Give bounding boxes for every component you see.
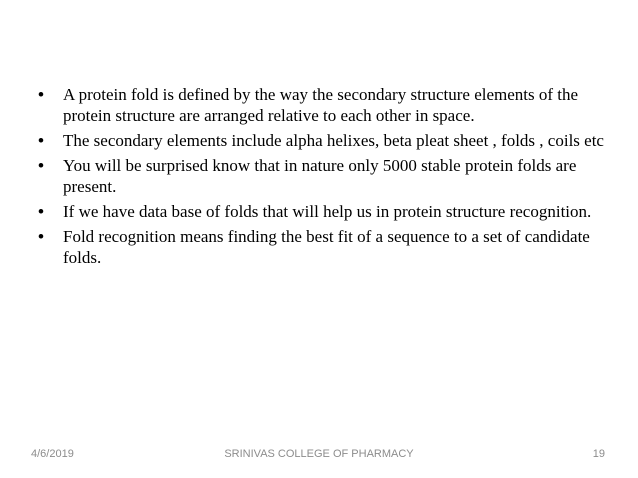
bullet-list	[38, 84, 606, 272]
bullet-item	[38, 226, 606, 268]
bullet-icon: •	[38, 131, 44, 150]
bullet-item	[38, 84, 606, 126]
bullet-text: The secondary elements include alpha helixes, beta pleat sheet , folds , coils etc	[63, 131, 604, 150]
footer-date: 4/6/2019	[31, 448, 74, 460]
bullet-icon: •	[38, 202, 44, 221]
bullet-icon: •	[38, 156, 44, 175]
bullet-item	[38, 130, 606, 151]
footer-page-number: 19	[592, 448, 605, 460]
footer-organization: SRINIVAS COLLEGE OF PHARMACY	[224, 448, 414, 460]
bullet-text: Fold recognition means finding the best fit of a sequence to a set of candidate folds.	[63, 227, 590, 267]
bullet-icon: •	[38, 85, 44, 104]
bullet-text: If we have data base of folds that will help us in protein structure recognition.	[63, 202, 592, 221]
bullet-icon: •	[38, 227, 44, 246]
bullet-item	[38, 155, 606, 197]
bullet-text: You will be surprised know that in nature only 5000 stable protein folds are present.	[63, 156, 577, 196]
bullet-text: A protein fold is defined by the way the secondary structure elements of the protein structure are arranged relative to each other in space.	[63, 85, 579, 125]
bullet-item	[38, 201, 606, 222]
